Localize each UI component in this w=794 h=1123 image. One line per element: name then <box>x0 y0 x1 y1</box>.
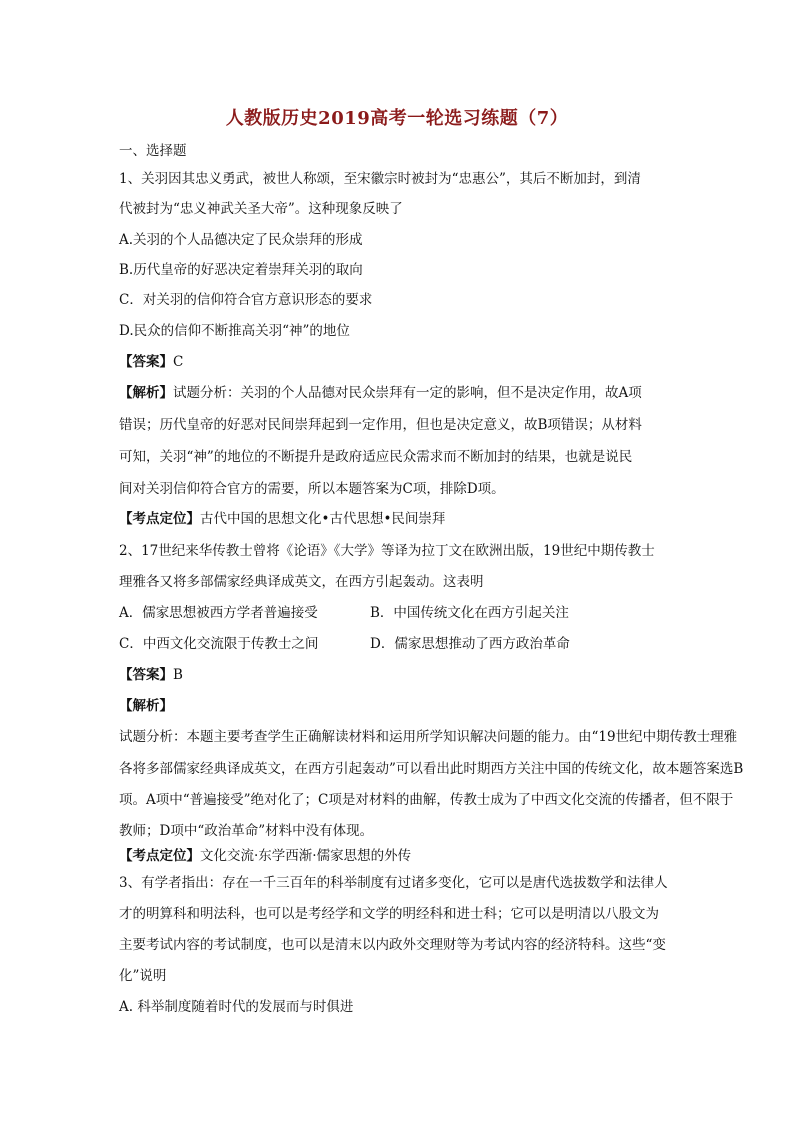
q2-kp-value: 文化交流·东学西渐·儒家思想的外传 <box>200 848 412 864</box>
q3-stem-line-1: 3、有学者指出：存在一千三百年的科举制度有过诸多变化，它可以是唐代选拔数学和法律人 <box>119 875 668 891</box>
q2-answer <box>119 666 183 684</box>
q1-answer-value: C <box>173 354 184 370</box>
q1-option-c: C．对关羽的信仰符合官方意识形态的要求 <box>119 292 373 308</box>
q2-analysis-line-2: 各将多部儒家经典译成英文，在西方引起轰动”可以看出此时期西方关注中国的传统文化，故本题答案选B <box>119 761 744 777</box>
q2-analysis-line-1: 试题分析：本题主要考查学生正确解读材料和运用所学知识解决问题的能力。由“19世纪中期传教士理雅 <box>119 729 738 745</box>
q2-option-c: C．中西文化交流限于传教士之间 <box>119 636 319 652</box>
q1-option-b: B.历代皇帝的好恶决定着崇拜关羽的取向 <box>119 262 363 278</box>
q2-option-d: D．儒家思想推动了西方政治革命 <box>370 636 570 652</box>
q1-option-a: A.关羽的个人品德决定了民众崇拜的形成 <box>119 232 363 248</box>
q2-analysis-label: 【解析】 <box>119 698 173 714</box>
q1-analysis-line-4: 间对关羽信仰符合官方的需要，所以本题答案为C项，排除D项。 <box>119 481 505 497</box>
q2-answer-value: B <box>173 667 183 683</box>
q1-analysis-text-1: 试题分析：关羽的个人品德对民众崇拜有一定的影响，但不是决定作用，故A项 <box>173 385 642 401</box>
q1-stem-line-2: 代被封为“忠义神武关圣大帝”。这种现象反映了 <box>119 201 403 217</box>
q2-analysis-line-3: 项。A项中“普遍接受”绝对化了；C项是对材料的曲解，传教士成为了中西文化交流的传播者，但不限于 <box>119 792 734 808</box>
q2-option-b: B．中国传统文化在西方引起关注 <box>370 605 569 621</box>
section-heading: 一、选择题 <box>119 143 187 159</box>
q1-kp-value: 古代中国的思想文化•古代思想•民间崇拜 <box>200 511 446 527</box>
q2-answer-label: 【答案】 <box>119 667 173 683</box>
q1-kp-label: 【考点定位】 <box>119 511 200 527</box>
q1-knowledge-point <box>119 510 445 528</box>
q3-option-a: A. 科举制度随着时代的发展而与时俱进 <box>119 999 354 1015</box>
q1-stem-line-1: 1、关羽因其忠义勇武，被世人称颂，至宋徽宗时被封为“忠惠公”，其后不断加封，到清 <box>119 171 641 187</box>
q3-stem-line-2: 才的明算科和明法科，也可以是考经学和文学的明经科和进士科；它可以是明清以八股文为 <box>119 906 659 922</box>
q2-option-a: A．儒家思想被西方学者普遍接受 <box>119 605 318 621</box>
q2-analysis-line-4: 教师；D项中“政治革命”材料中没有体现。 <box>119 823 374 839</box>
q1-analysis-line-3: 可知，关羽“神”的地位的不断提升是政府适应民众需求而不断加封的结果，也就是说民 <box>119 449 633 465</box>
q3-stem-line-3: 主要考试内容的考试制度，也可以是清末以内政外交理财等为考试内容的经济特科。这些“变 <box>119 937 666 953</box>
q3-stem-line-4: 化”说明 <box>119 968 167 984</box>
q1-answer <box>119 353 183 371</box>
q1-analysis-line-2: 错误；历代皇帝的好恶对民间崇拜起到一定作用，但也是决定意义，故B项错误；从材料 <box>119 417 642 433</box>
q2-stem-line-1: 2、17世纪来华传教士曾将《论语》《大学》等译为拉丁文在欧洲出版，19世纪中期传教士 <box>119 543 655 559</box>
q1-answer-label: 【答案】 <box>119 354 173 370</box>
q1-analysis-line-1 <box>119 384 642 402</box>
q2-knowledge-point <box>119 847 411 865</box>
q2-stem-line-2: 理雅各又将多部儒家经典译成英文，在西方引起轰动。这表明 <box>119 574 484 590</box>
q1-analysis-label: 【解析】 <box>119 385 173 401</box>
q1-option-d: D.民众的信仰不断推高关羽“神”的地位 <box>119 323 350 339</box>
document-title: 人教版历史2019高考一轮选习练题（7） <box>225 108 569 129</box>
q2-kp-label: 【考点定位】 <box>119 848 200 864</box>
